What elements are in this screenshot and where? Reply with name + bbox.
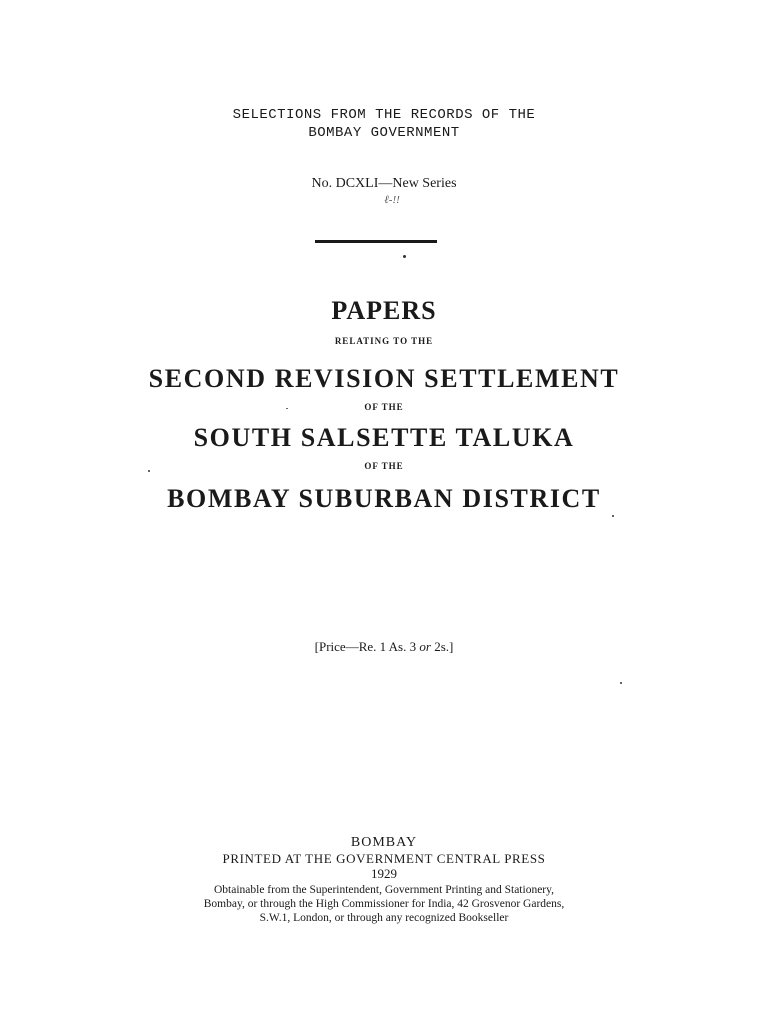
obtainable-line-3: S.W.1, London, or through any recognized Bookseller [259,912,509,924]
obtainable-line-2: Bombay, or through the High Commissioner for India, 42 Grosvenor Gardens, [203,898,565,910]
scan-speck [612,515,614,517]
series-heading-line-2: BOMBAY GOVERNMENT [308,125,460,141]
imprint-press: PRINTED AT THE GOVERNMENT CENTRAL PRESS [222,851,546,866]
title-second-revision-settlement: SECOND REVISION SETTLEMENT [148,364,620,393]
series-number: No. DCXLI—New Series [311,176,457,191]
price-line [0,640,768,653]
scan-speck [148,470,150,472]
of-the-2: OF THE [364,461,404,471]
handwritten-note: ℓ-!! [384,194,400,206]
title-south-salsette-taluka: SOUTH SALSETTE TALUKA [193,423,575,452]
of-the-1: OF THE [364,402,404,412]
scan-speck [286,408,288,409]
title-papers: PAPERS [331,296,437,325]
price-suffix: 2s.] [430,639,454,654]
horizontal-rule [315,240,437,243]
price-prefix: [Price—Re. 1 As. 3 [314,639,420,654]
price-or: or [419,639,431,654]
imprint-city: BOMBAY [350,835,418,850]
scan-speck [620,682,622,684]
obtainable-line-1: Obtainable from the Superintendent, Government Printing and Stationery, [213,884,555,896]
relating-to-the: RELATING TO THE [334,336,434,346]
series-heading-line-1: SELECTIONS FROM THE RECORDS OF THE [232,107,536,123]
imprint-year: 1929 [371,866,397,881]
title-bombay-suburban-district: BOMBAY SUBURBAN DISTRICT [167,484,601,513]
scan-speck [403,255,406,258]
